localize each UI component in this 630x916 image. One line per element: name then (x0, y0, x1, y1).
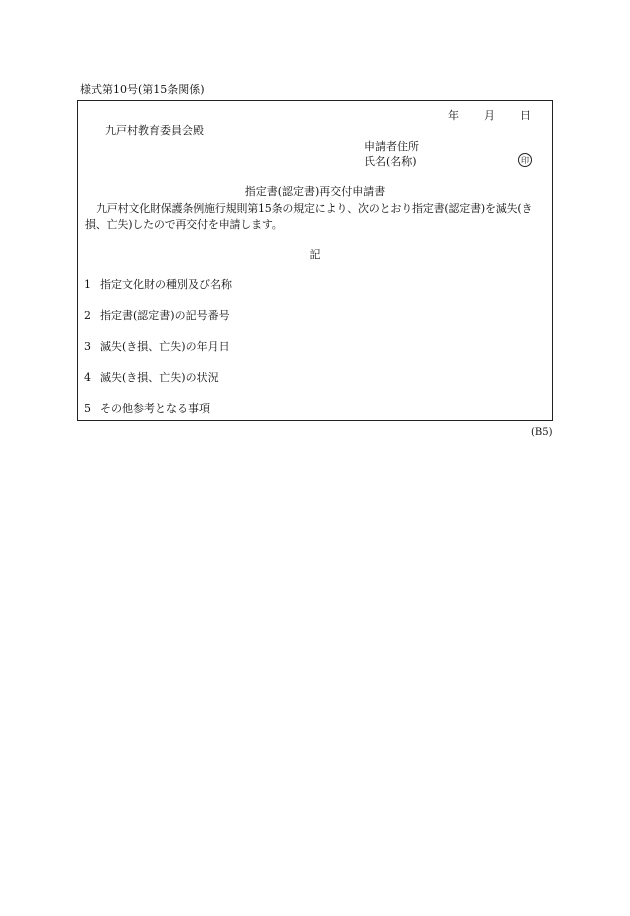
seal-mark: 印 (518, 153, 532, 167)
form-number: 様式第10号(第15条関係) (80, 83, 205, 96)
document-title: 指定書(認定書)再交付申請書 (244, 185, 386, 198)
list-item (84, 403, 210, 414)
item-label: その他参考となる事項 (100, 402, 210, 415)
item-label: 指定文化財の種別及び名称 (100, 278, 232, 291)
applicant-name-label: 氏名(名称) (364, 155, 417, 168)
ki-heading: 記 (309, 248, 321, 261)
date-month-label: 月 (484, 109, 495, 122)
paper-size-note: (B5) (531, 427, 553, 438)
item-label: 滅失(き損、亡失)の状況 (100, 371, 219, 384)
item-number: 5 (84, 402, 91, 415)
date-year-label: 年 (448, 109, 459, 122)
addressee: 九戸村教育委員会殿 (105, 124, 204, 137)
list-item (84, 372, 219, 383)
item-label: 指定書(認定書)の記号番号 (100, 309, 230, 322)
list-item (84, 341, 230, 352)
item-number: 2 (84, 309, 91, 322)
date-day-label: 日 (520, 109, 531, 122)
item-label: 滅失(き損、亡失)の年月日 (100, 340, 230, 353)
list-item (84, 310, 230, 321)
item-number: 4 (84, 371, 91, 384)
item-number: 3 (84, 340, 91, 353)
applicant-address-label: 申請者住所 (364, 140, 419, 153)
list-item (84, 279, 232, 290)
item-number: 1 (84, 278, 91, 291)
body-text: 九戸村文化財保護条例施行規則第15条の規定により、次のとおり指定書(認定書)を滅失(き損、亡失)したので再交付を申請します。 (85, 202, 533, 231)
